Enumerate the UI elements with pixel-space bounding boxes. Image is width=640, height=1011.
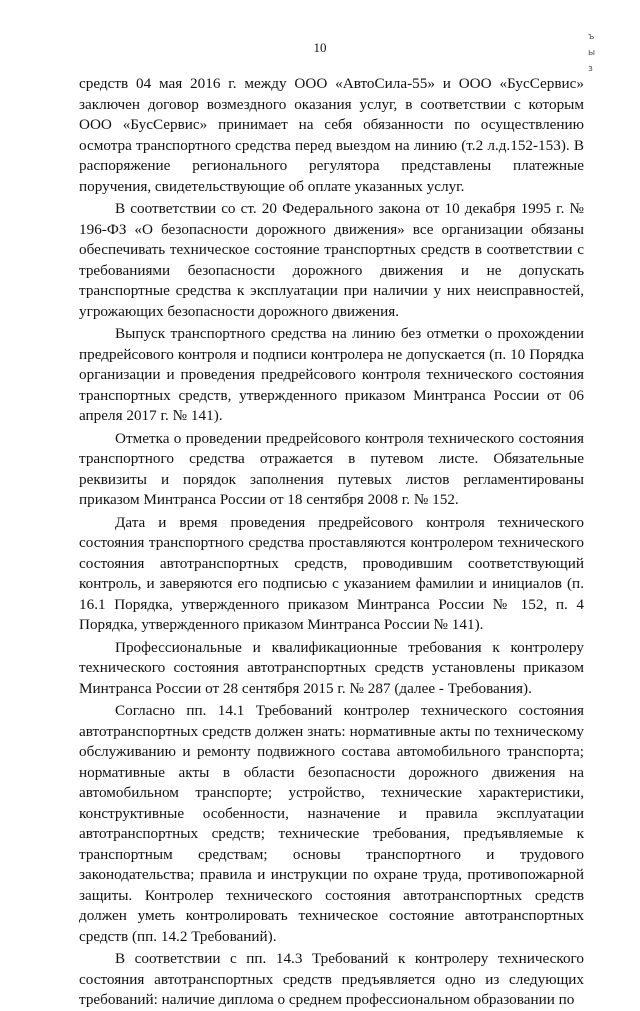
paragraph: Профессиональные и квалификационные требования к контролеру технического состояния автотранспортных средств установлены приказом Минтранса России от 28 сентября 2015 г. № 287 (далее - Требования). <box>79 638 584 697</box>
paragraph: Отметка о проведении предрейсового контроля технического состояния транспортного средства отражается в путевом листе. Обязательные реквизиты и порядок заполнения путевых листов регламентированы приказом Минтранса России от 18 сентября 2008 г. № 152. <box>79 429 584 508</box>
paragraph: В соответствии со ст. 20 Федерального закона от 10 декабря 1995 г. № 196-ФЗ «О безопасности дорожного движения» все организации обязаны обеспечивать техническое состояние транспортных средств в соответствии с требованиями безопасности дорожного движения и не допускать транспортные средства к эксплуатации при наличии у них неисправностей, угрожающих безопасности дорожного движения. <box>79 200 584 320</box>
paragraph: Выпуск транспортного средства на линию без отметки о прохождении предрейсового контроля и подписи контролера не допускается (п. 10 Порядка организации и проведения предрейсового контроля технического состояния транспортных средств, утвержденного приказом Минтранса России от 06 апреля 2017 г. № 141). <box>79 325 584 424</box>
paragraph: Дата и время проведения предрейсового контроля технического состояния транспортного средства проставляются контролером технического состояния автотранспортных средств, проводившим соответствующий контроль, и заверяются его подписью с указанием фамилии и инициалов (п. 16.1 Порядка, утвержденного приказом Минтранса России № 152, п. 4 Порядка, утвержденного приказом Минтранса России № 141). <box>79 513 584 633</box>
margin-mark: ъ <box>588 32 595 42</box>
paragraph: В соответствии с пп. 14.3 Требований к контролеру технического состояния автотранспортных средств предъявляется одно из следующих требований: наличие диплома о среднем профессиональном образовании по <box>79 950 584 1008</box>
paragraph: Согласно пп. 14.1 Требований контролер технического состояния автотранспортных средств должен знать: нормативные акты по техническому обслуживанию и ремонту подвижного состава автомобильного транспорта; нормативные акты в области безопасности дорожного движения на автомобильном транспорте; устройство, технические характеристики, конструктивные особенности, назначение и правила эксплуатации автотранспортных средств; технические требования, предъявляемые к транспортным средствам; основы транспортного и трудового законодательства; правила и инструкции по охране труда, противопожарной защиты. Контролер технического состояния автотранспортных средств должен уметь контролировать техническое состояние автотранспортных средств (пп. 14.2 Требований). <box>79 702 584 945</box>
paragraph: средств 04 мая 2016 г. между ООО «АвтоСила-55» и ООО «БусСервис» заключен договор возмездного оказания услуг, в соответствии с которым ООО «БусСервис» принимает на себя обязанности по осуществлению осмотра транспортного средства перед выездом на линию (т.2 л.д.152-153). В распоряжение регионального регулятора представлены платежные поручения, свидетельствующие об оплате указанных услуг. <box>79 75 584 195</box>
margin-mark: ы <box>588 48 596 58</box>
document-body <box>79 74 584 1011</box>
page-number: 10 <box>313 40 327 55</box>
margin-mark: з <box>588 64 593 74</box>
